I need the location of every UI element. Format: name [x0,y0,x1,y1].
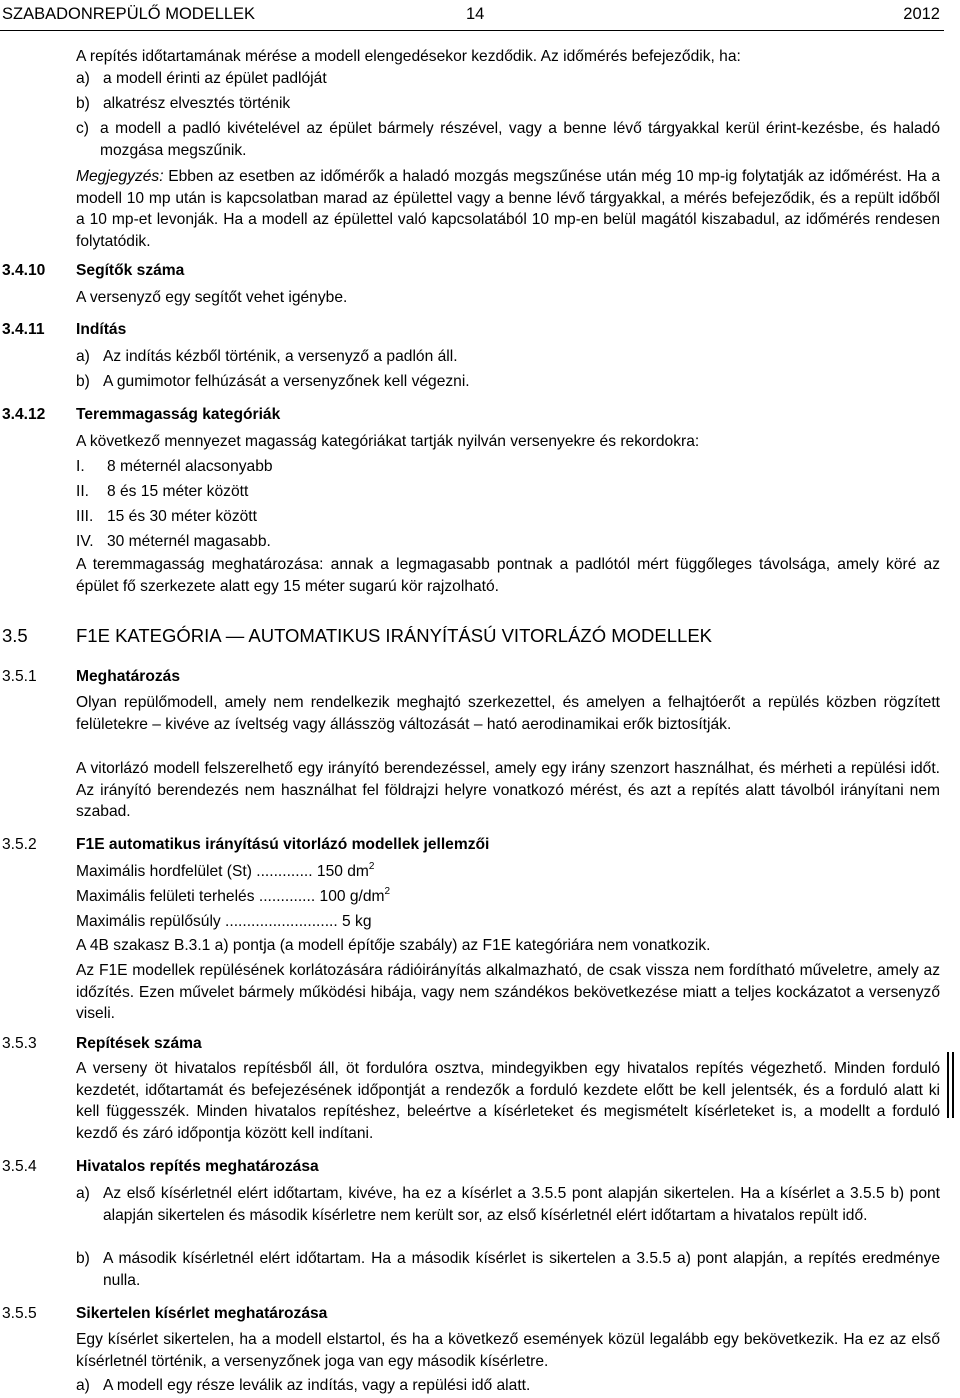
spec-weight: Maximális repülősúly .......................... 5 kg [76,913,372,930]
definition-paragraph: Olyan repülőmodell, amely nem rendelkezik meghajtó szerkezettel, és amelyen a felhajtóerőt a repülés közben rögzített felületekre – kivéve az íveltség vagy állásszög változását – ható aerodinamikai erők biztosítják. [76,694,940,733]
note-text: Ebben az esetben az időmérők a haladó mozgás megszűnése után még 10 mp-ig folytatják az időmérést. Ha a modell 10 mp után is kapcsolatban marad az épülettel vagy a benne lévő tárgyakkal, a mérés befejeződik, és a repült időből a 10 mp-et levonják. Ha a modell az épülettel való kapcsolatából 10 mp-en belül magától kiszabadul, az időmérés rendesen folytatódik. [76,168,940,250]
list-item: b) A második kísérletnél elért időtartam. Ha a második kísérlet is sikertelen a 3.5.5 a) pont alapján, a repítés eredménye nulla. [76,1250,940,1289]
section-text: A verseny öt hivatalos repítésből áll, öt fordulóra osztva, mindegyikben egy hivatalos repítés végezhető. Minden forduló kezdetét, időtartamát és befejezésének időpontját a rendezők a forduló kezdete előtt be kell jelentsék, és a forduló alatt ki kell függesszék. Minden hivatalos repítéshez, beleértve a kísérleteket és megismételt kísérleteket is, a modellt a forduló kezdő és záró időpontja között kell indítani. [76,1060,940,1142]
section-number: 3.5 [2,625,28,646]
list-item: a) Az első kísérletnél elért időtartam, kivéve, ha ez a kísérlet a 3.5.5 pont alapján sikertelen. Ha a kísérlet a 3.5.5 b) pont alapján sikertelen és második kísérletre nem került sor, az első kísérletnél elért időtartam a hivatalos repült idő. [76,1185,940,1224]
note-label: Megjegyzés: [76,168,164,185]
list-item: a) Az indítás kézből történik, a versenyző a padlón áll. [76,348,458,365]
note [76,166,940,252]
list-item: c) a modell a padló kivételével az épület bármely részével, vagy a benne lévő tárgyakkal kerül érint-kezésbe, és haladó mozgása megszűnik. [76,120,940,159]
section-number: 3.5.5 [2,1305,37,1322]
timing-intro: A repítés időtartamának mérése a modell elengedésekor kezdődik. Az időmérés befejeződik, ha: [76,48,741,65]
section-number: 3.4.11 [2,321,45,338]
list-item: a) a modell érinti az épület padlóját [76,70,327,87]
page-header [0,2,960,28]
header-year: 2012 [903,5,940,23]
change-bar [947,1052,949,1118]
change-bar [952,1052,954,1118]
category-item: I. 8 méternél alacsonyabb [76,458,273,475]
category-code: F1E [76,625,110,646]
section-title: Indítás [76,321,127,338]
height-definition: A teremmagasság meghatározása: annak a legmagasabb pontnak a padlótól mért függőleges távolsága, amely köré az épület fő szerkezete alatt egy 15 méter sugarú kör rajzolható. [76,556,940,595]
section-title: Sikertelen kísérlet meghatározása [76,1305,328,1322]
list-item: a) A modell egy része leválik az indítás, vagy a repülési idő alatt. [76,1377,531,1394]
section-text: A 4B szakasz B.3.1 a) pontja (a modell építője szabály) az F1E kategóriára nem vonatkozik. [76,937,711,954]
section-text: A versenyző egy segítőt vehet igénybe. [76,289,348,306]
section-number: 3.5.4 [2,1158,37,1175]
section-title: F1E automatikus irányítású vitorlázó modellek jellemzői [76,836,490,853]
spec-loading: Maximális felületi terhelés ............. 100 $g/dm^2$ [76,886,391,905]
section-number: 3.5.3 [2,1035,37,1052]
section-number: 3.5.2 [2,836,37,853]
header-title: SZABADONREPÜLŐ MODELLEK [2,5,256,23]
section-title: Meghatározás [76,668,180,685]
category-title: KATEGÓRIA — AUTOMATIKUS IRÁNYÍTÁSÚ VITORLÁZÓ MODELLEK [115,625,713,646]
category-item: IV. 30 méternél magasabb. [76,533,271,550]
section-title: Teremmagasság kategóriák [76,406,281,423]
section-number: 3.4.10 [2,262,46,279]
spec-area: Maximális hordfelület (St) ............. 150 $dm^2$ [76,861,375,880]
section-title: Hivatalos repítés meghatározása [76,1158,319,1175]
section-number: 3.4.12 [2,406,46,423]
section-text: Az F1E modellek repülésének korlátozására rádióirányítás alkalmazható, de csak vissza nem fordítható műveletre, amely az időzítés. Ezen művelet bármely működési hibája, vagy nem szándékos bekövetkezése miatt a teljes kockázatot a versenyző viseli. [76,962,940,1022]
chapter-title [76,624,940,648]
list-item: b) A gumimotor felhúzását a versenyzőnek kell végezni. [76,373,470,390]
header-rule [0,30,944,31]
section-title: Repítések száma [76,1035,202,1052]
section-title: Segítők száma [76,262,185,279]
section-text: Egy kísérlet sikertelen, ha a modell elstartol, és ha a következő események közül legalább egy bekövetkezik. Ha ez az első kísérletnél történik, a versenyzőnek joga van egy második kísérletre. [76,1331,940,1370]
list-item: b) alkatrész elvesztés történik [76,95,291,112]
section-text: A következő mennyezet magasság kategóriákat tartják nyilván versenyekre és rekordokra: [76,433,700,450]
definition-paragraph: A vitorlázó modell felszerelhető egy irányító berendezéssel, amely egy irány szenzort használhat, és mérheti a repülési időt. Az irányító berendezés nem használhat fel földrajzi helyre vonatkozó mérést, és azt a repítés alatt távolból irányítani nem szabad. [76,760,940,820]
category-item: III. 15 és 30 méter között [76,508,257,525]
page-number: 14 [466,5,485,23]
section-number: 3.5.1 [2,668,37,685]
category-item: II. 8 és 15 méter között [76,483,249,500]
